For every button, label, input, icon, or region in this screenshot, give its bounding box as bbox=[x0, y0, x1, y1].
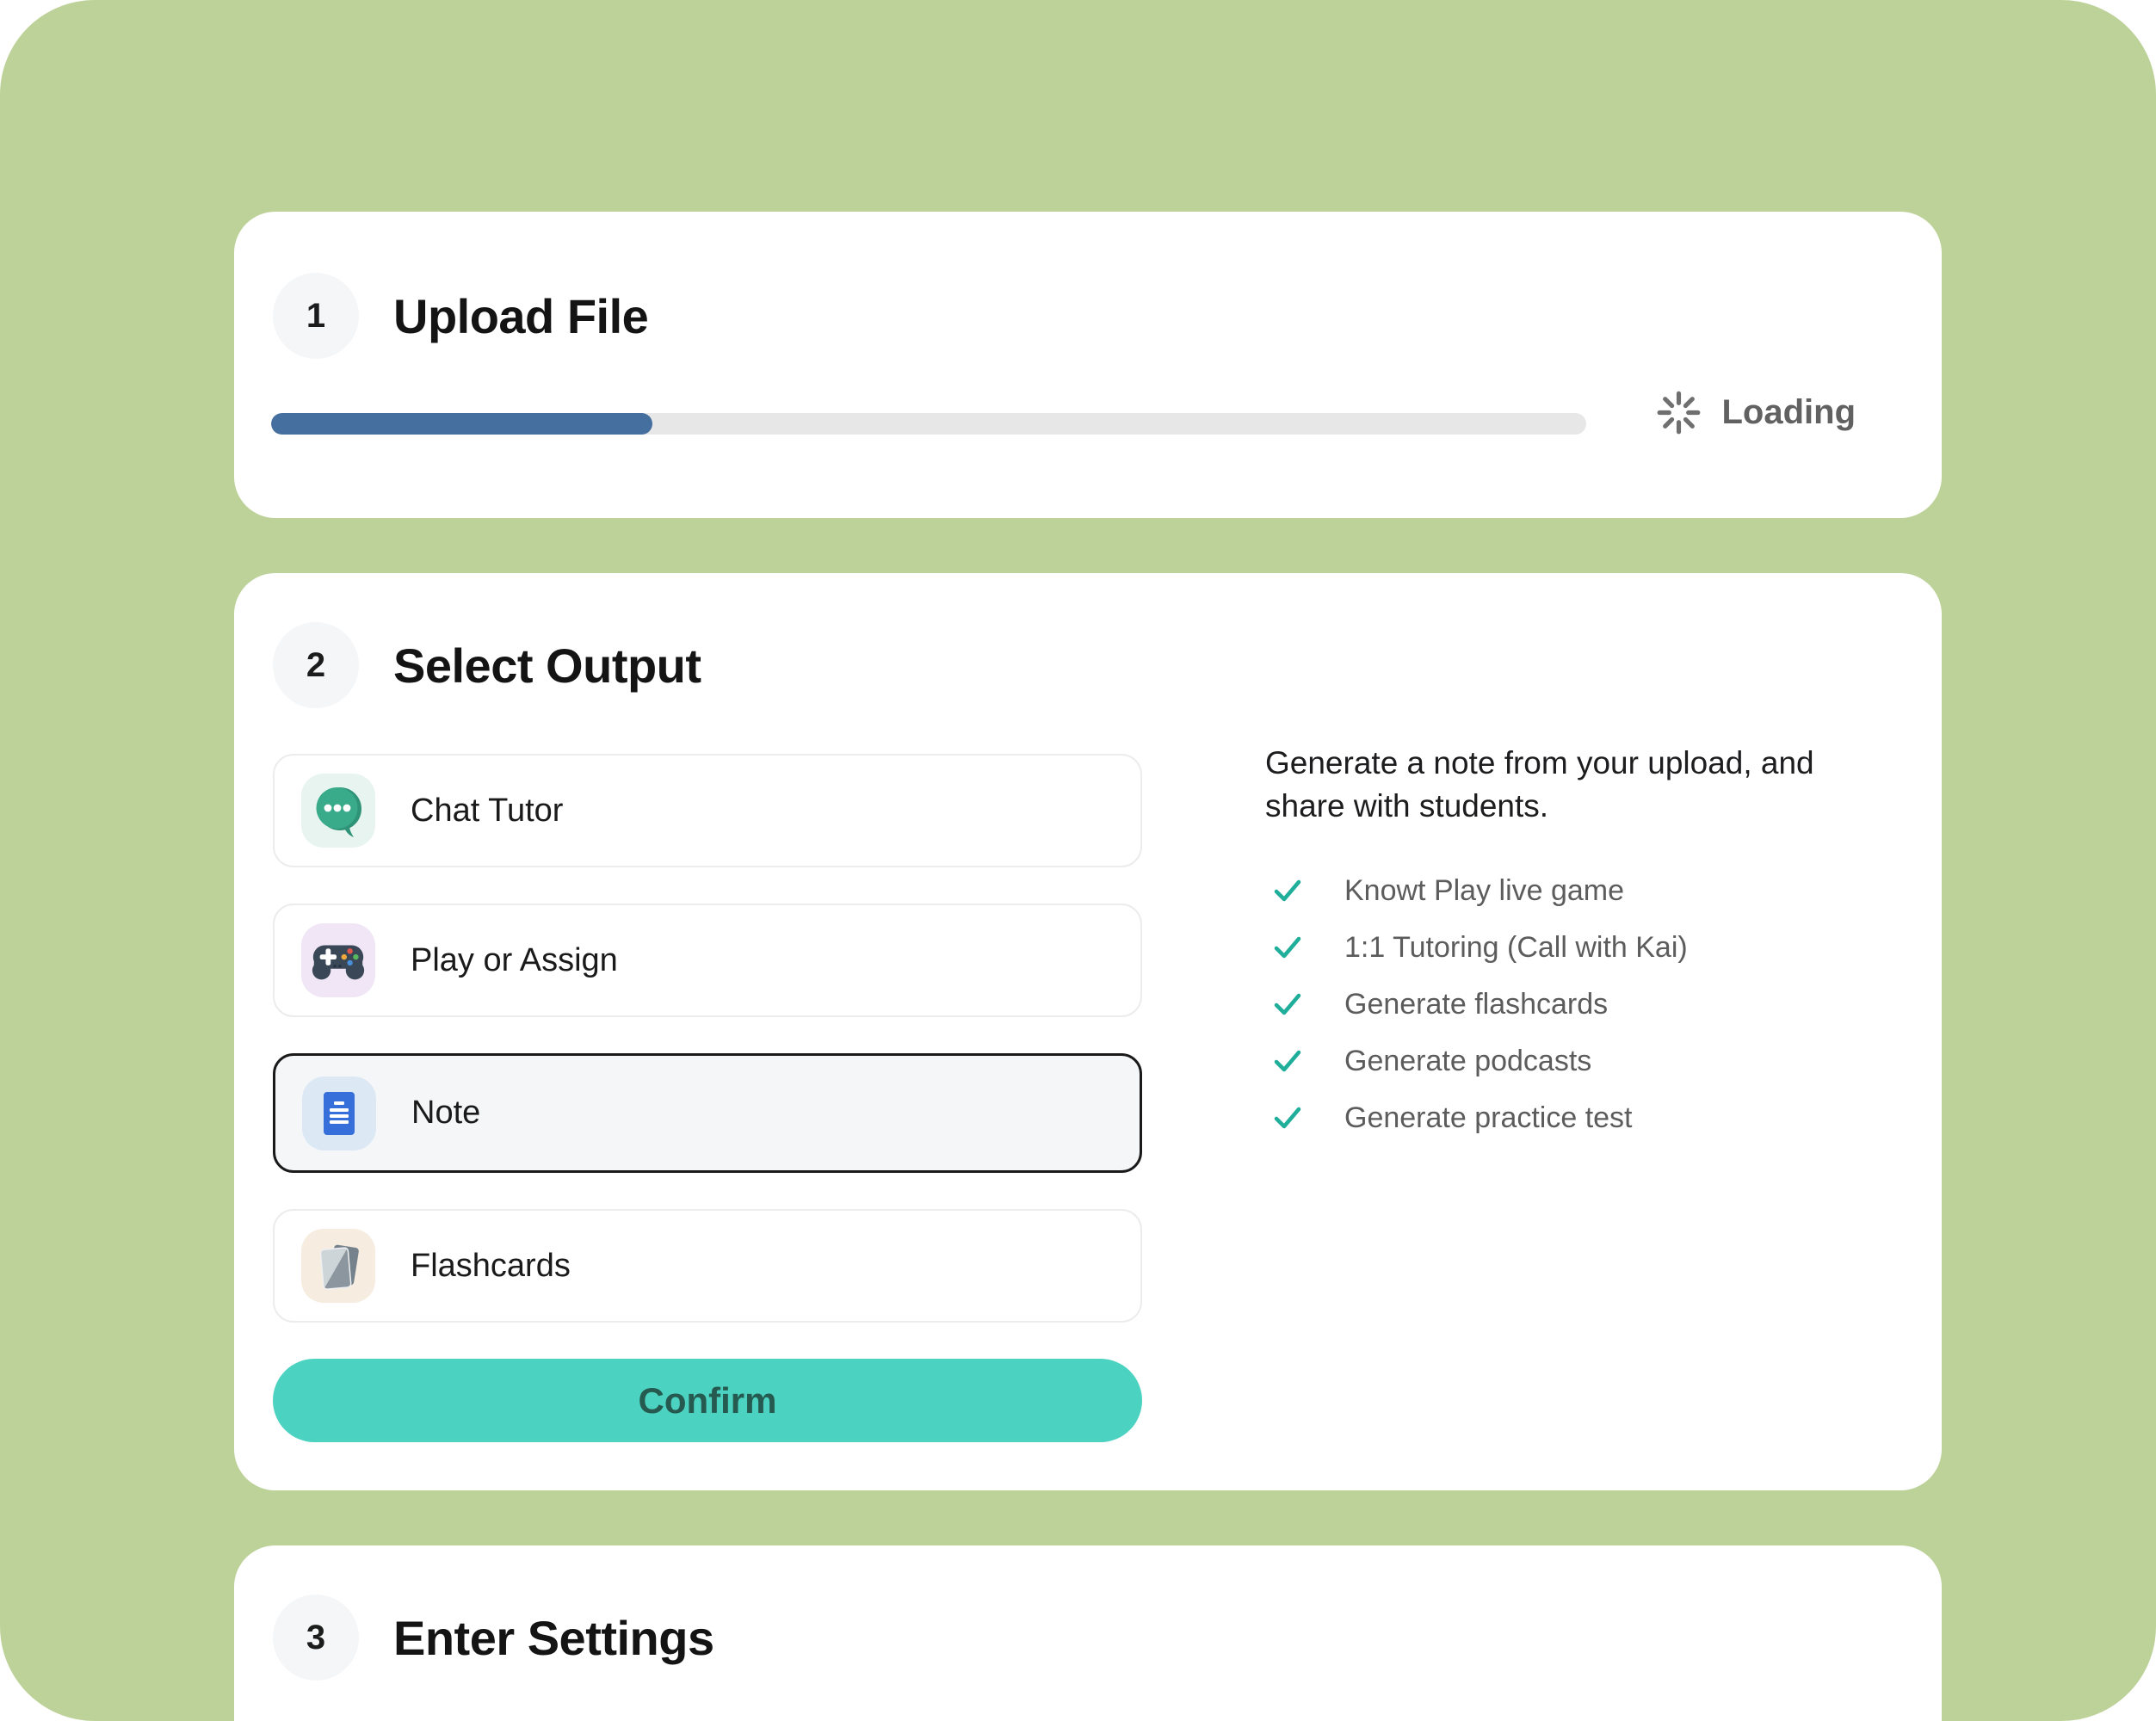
feature-list bbox=[1265, 873, 1902, 1136]
select-output-card bbox=[234, 573, 1942, 1490]
option-label: Note bbox=[411, 1095, 481, 1131]
option-play-or-assign[interactable] bbox=[273, 904, 1142, 1017]
step-number: 1 bbox=[306, 296, 326, 335]
loading-label: Loading bbox=[1721, 393, 1856, 431]
option-note[interactable] bbox=[273, 1053, 1142, 1173]
step-1-number-badge bbox=[273, 273, 359, 359]
checkmark-icon bbox=[1270, 987, 1305, 1021]
checkmark-icon bbox=[1270, 1044, 1305, 1078]
spinner-icon bbox=[1655, 389, 1702, 436]
confirm-button[interactable]: Confirm bbox=[273, 1359, 1142, 1442]
flashcards-icon bbox=[301, 1229, 375, 1303]
feature-item: 1:1 Tutoring (Call with Kai) bbox=[1270, 929, 1902, 965]
option-chat-tutor[interactable] bbox=[273, 754, 1142, 867]
feature-item: Generate practice test bbox=[1270, 1100, 1902, 1136]
checkmark-icon bbox=[1270, 930, 1305, 965]
checkmark-icon bbox=[1270, 873, 1305, 908]
option-label: Flashcards bbox=[411, 1247, 571, 1284]
upload-file-card bbox=[234, 212, 1942, 518]
option-label: Chat Tutor bbox=[411, 792, 564, 829]
upload-progress-bar bbox=[271, 413, 1586, 435]
output-options-list bbox=[273, 754, 1142, 1442]
option-label: Play or Assign bbox=[411, 941, 618, 978]
option-flashcards[interactable] bbox=[273, 1209, 1142, 1323]
step-2-number-badge bbox=[273, 622, 359, 708]
feature-item: Generate podcasts bbox=[1270, 1043, 1902, 1079]
gamepad-icon bbox=[301, 923, 375, 997]
loading-indicator bbox=[1655, 389, 1856, 436]
step-number: 2 bbox=[306, 645, 326, 684]
document-icon bbox=[302, 1076, 376, 1150]
step-3-header bbox=[273, 1595, 714, 1681]
step-3-number-badge bbox=[273, 1595, 359, 1681]
chat-bubble-icon bbox=[301, 774, 375, 848]
step-2-header bbox=[273, 622, 701, 708]
checkmark-icon bbox=[1270, 1101, 1305, 1135]
feature-item: Knowt Play live game bbox=[1270, 873, 1902, 909]
step-2-title: Select Output bbox=[393, 638, 701, 693]
step-1-title: Upload File bbox=[393, 288, 649, 343]
enter-settings-card bbox=[234, 1545, 1942, 1721]
output-description: Generate a note from your upload, and share with students. bbox=[1265, 745, 1814, 823]
output-description-panel bbox=[1265, 742, 1902, 1157]
step-number: 3 bbox=[306, 1618, 326, 1656]
feature-item: Generate flashcards bbox=[1270, 986, 1902, 1022]
step-3-title: Enter Settings bbox=[393, 1610, 714, 1665]
step-1-header bbox=[273, 273, 648, 359]
upload-progress-fill bbox=[271, 413, 652, 435]
